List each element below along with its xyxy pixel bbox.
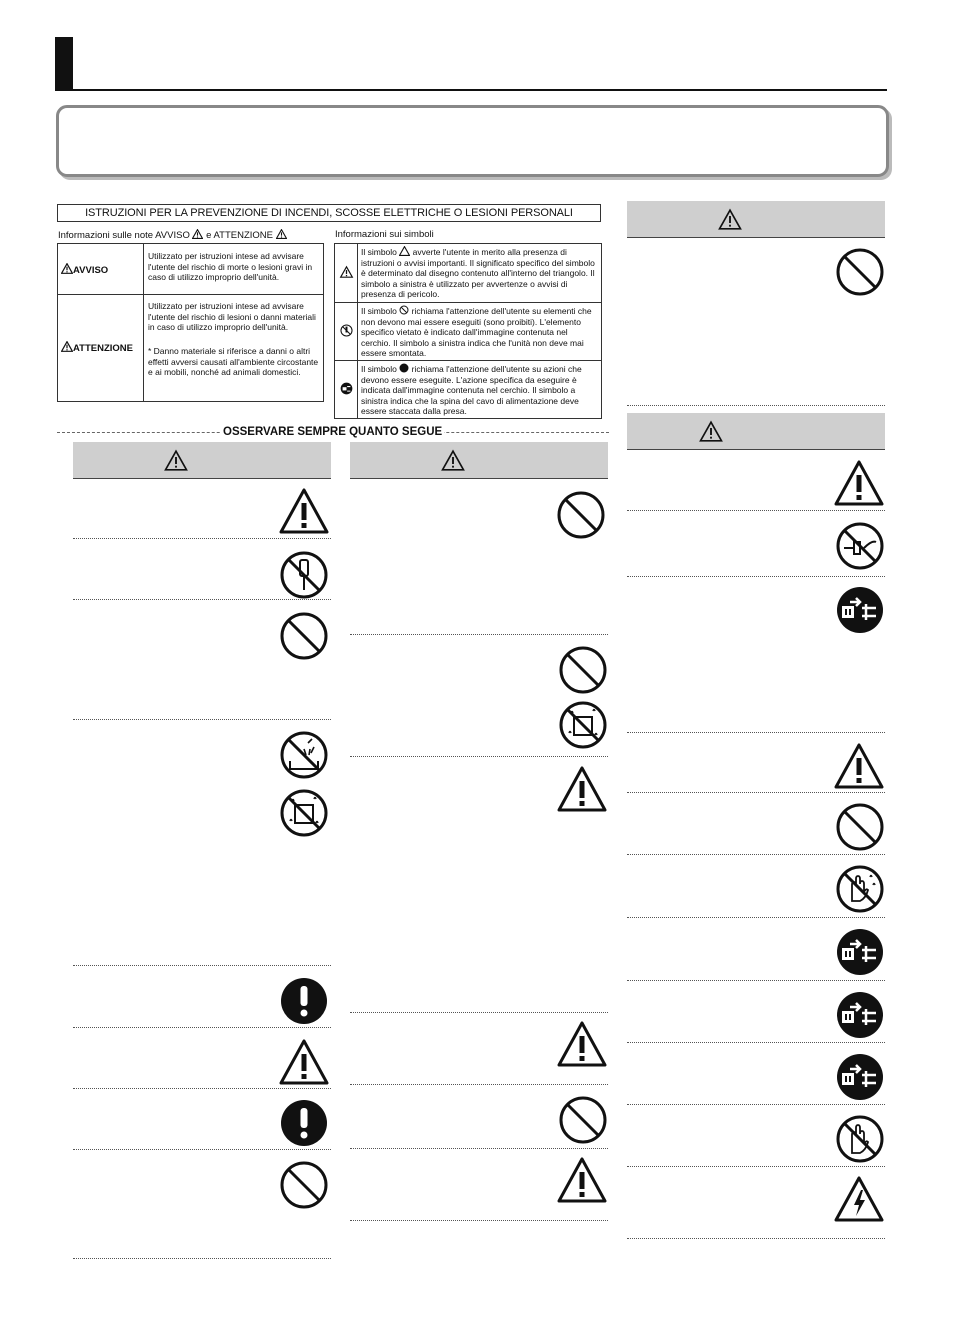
warning-triangle-icon: [61, 263, 73, 274]
warning-triangle-icon: [276, 229, 287, 239]
mandatory-exclamation-icon: [280, 1099, 328, 1147]
prohibited-circle-icon: [559, 646, 607, 694]
separator: [627, 1166, 885, 1167]
prohibited-circle-icon: [559, 1096, 607, 1144]
separator: [350, 756, 608, 757]
separator: [350, 1084, 608, 1085]
warning-band-col2: [350, 442, 608, 479]
symbols-label: Informazioni sui simboli: [335, 229, 434, 240]
unplug-icon: [836, 1053, 884, 1101]
legend-symbols-table: [334, 243, 602, 419]
separator: [73, 1258, 331, 1259]
warning-triangle-icon: [441, 450, 465, 471]
separator: [627, 792, 885, 793]
avviso-text: Utilizzato per istruzioni intese ad avvisare l'utente del rischio di morte o lesioni gravi in caso di utilizzo improprio dell'unità.: [148, 251, 313, 283]
attenzione-note: * Danno materiale si riferisce a danni o altri effetti avversi causati all'ambiente circostante e ai mobili, nonché ad animali domestici.: [148, 346, 319, 378]
legend-header: ISTRUZIONI PER LA PREVENZIONE DI INCENDI, SCOSSE ELETTRICHE O LESIONI PERSONALI: [57, 204, 601, 222]
warning-triangle-icon: [699, 421, 723, 442]
separator: [627, 854, 885, 855]
title-box: [56, 105, 889, 177]
no-water-icon: [280, 731, 328, 779]
warning-triangle-icon: [399, 246, 410, 256]
section-rule: [55, 89, 887, 91]
unplug-icon: [836, 928, 884, 976]
separator: [350, 1220, 608, 1221]
separator: [73, 719, 331, 720]
symbol-mandatory-text: Il simbolo richiama l'attenzione dell'utente su azioni che devono essere eseguite. L'azione specifica da eseguire è indicata dall'immagine contenuta nel cerchio. Il simbolo a sinistra indica che la spina del cavo di alimentazione deve essere staccata dalla presa.: [361, 364, 582, 417]
attenzione-text: Utilizzato per istruzioni intese ad avvisare l'utente del rischio di lesioni o danni materiali in caso di utilizzo improprio dell'unità.: [148, 301, 316, 333]
separator: [627, 1238, 885, 1239]
warning-triangle-icon: [340, 266, 353, 278]
warning-triangle-icon: [61, 341, 73, 352]
notes-label: Informazioni sulle note AVVISO e ATTENZIONE: [58, 229, 287, 241]
warning-triangle-icon: [192, 229, 203, 239]
separator: [350, 634, 608, 635]
mandatory-exclamation-icon: [280, 977, 328, 1025]
symbol-warning-text: Il simbolo avverte l'utente in merito alla presenza di istruzioni o avvisi importanti. Il significato specifico del simbolo è determinato dal disegno contenuto all'interno del triangolo. Il simbolo a sinistra è utilizzato per avvertenze o avvisi di presenza di pericolo.: [361, 247, 595, 300]
warning-band-col3: [627, 201, 885, 238]
warning-triangle-icon: [834, 460, 884, 506]
prohibited-circle-icon: [836, 803, 884, 851]
separator: [350, 1012, 608, 1013]
separator: [73, 1149, 331, 1150]
separator: [627, 732, 885, 733]
no-water-icon: [559, 701, 607, 749]
no-cable-pull-icon: [836, 522, 884, 570]
avviso-label: AVVISO: [61, 263, 108, 276]
electric-hazard-icon: [834, 1176, 884, 1222]
separator: [73, 1088, 331, 1089]
separator: [73, 599, 331, 600]
separator: [627, 510, 885, 511]
warning-band-col1: [73, 442, 331, 479]
section-marker: [55, 37, 73, 90]
separator: [73, 1027, 331, 1028]
unplug-icon: [836, 586, 884, 634]
separator: [627, 1104, 885, 1105]
prohibited-circle-icon: [399, 305, 409, 315]
no-water-icon: [280, 789, 328, 837]
warning-triangle-icon: [557, 1157, 607, 1203]
separator: [627, 576, 885, 577]
unplug-icon: [836, 991, 884, 1039]
observe-heading: OSSERVARE SEMPRE QUANTO SEGUE: [57, 425, 609, 439]
no-touch-icon: [836, 1115, 884, 1163]
no-disassemble-icon: [280, 551, 328, 599]
warning-triangle-icon: [279, 488, 329, 534]
warning-triangle-icon: [834, 743, 884, 789]
warning-triangle-icon: [718, 209, 742, 230]
warning-triangle-icon: [279, 1039, 329, 1085]
separator: [627, 917, 885, 918]
prohibited-circle-icon: [280, 1161, 328, 1209]
warning-triangle-icon: [557, 766, 607, 812]
warning-triangle-icon: [557, 1021, 607, 1067]
prohibited-circle-icon: [836, 248, 884, 296]
mandatory-circle-icon: [399, 363, 409, 373]
prohibited-circle-icon: [557, 491, 605, 539]
legend-notes-table: [57, 243, 324, 402]
separator: [627, 405, 885, 406]
unplug-icon: [340, 382, 353, 395]
prohibited-circle-icon: [280, 612, 328, 660]
attenzione-label: ATTENZIONE: [61, 341, 133, 354]
separator: [627, 1042, 885, 1043]
no-wet-hands-icon: [836, 865, 884, 913]
caution-band-col3: [627, 413, 885, 450]
separator: [73, 965, 331, 966]
no-disassemble-icon: [340, 324, 353, 337]
warning-triangle-icon: [164, 450, 188, 471]
separator: [73, 538, 331, 539]
symbol-prohibited-text: Il simbolo richiama l'attenzione dell'utente su elementi che non devono mai essere eseguiti (sono proibiti). L'elemento specifico vietato è indicato dall'immagine contenuta nel cerchio. Il simbolo a sinistra indica che l'unità non deve mai essere smontata.: [361, 306, 592, 359]
separator: [627, 980, 885, 981]
separator: [350, 1148, 608, 1149]
